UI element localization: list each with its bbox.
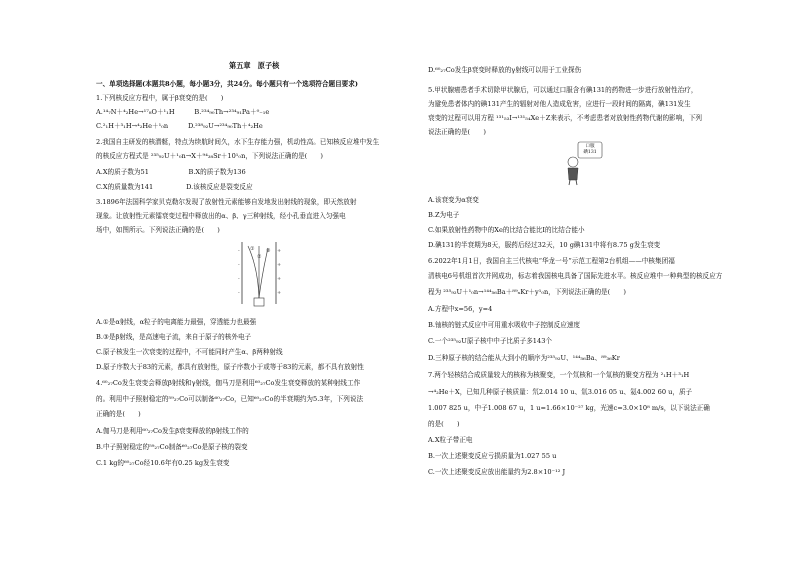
chapter-title: 第五章 原子核 — [229, 61, 280, 70]
question-3-option-a: A.①是α射线，α粒子的电离能力最强，穿透能力也最强 — [96, 318, 257, 326]
sign-text-1: 口服 — [585, 144, 595, 149]
question-6-stem-line-1: 6.2022年1月1日，我国自主三代核电“华龙一号”示范工程第2台机组——中核集团福 — [428, 257, 675, 265]
electric-field-figure — [236, 238, 282, 310]
svg-text:-: - — [238, 276, 240, 282]
question-7-stem-line-3: 1.007 825 u，中子1.008 67 u，1 u=1.66×10⁻²⁷ kg，光速c=3.0×10⁸ m/s，以下说法正确 — [428, 404, 710, 412]
question-3-option-b: B.③是β射线，是高速电子流，来自于原子的核外电子 — [96, 333, 252, 341]
question-6-option-a: A.方程中x=56，y=4 — [428, 305, 493, 313]
question-3-option-c: C.原子核发生一次衰变的过程中，不可能同时产生α、β两种射线 — [96, 348, 283, 356]
question-1-stem: 1.下列核反应方程中，属于β衰变的是( ) — [96, 94, 224, 102]
svg-text:-: - — [238, 262, 240, 268]
question-3-stem-line-2: 现象。让放射性元素镭衰变过程中释放出的α、β、γ三种射线，经小孔垂直进入匀强电 — [96, 212, 346, 220]
question-7-stem-line-4: 的是( ) — [428, 420, 460, 428]
question-2-options-ab: A.X的质子数为51 B.X的质子数为136 — [96, 168, 246, 176]
question-4-option-d: D.⁶⁰₂₇Co发生β衰变时释放的γ射线可以用于工业探伤 — [428, 66, 582, 74]
question-6-option-c: C.一个²³⁵₉₂U原子核中中子比质子多143个 — [428, 337, 552, 345]
question-6-option-b: B.铀核的链式反应中可用重水吸收中子控制反应速度 — [428, 321, 581, 329]
question-7-stem-line-1: 7.两个轻核结合成质量较大的核称为核聚变，一个氘核和一个氚核的聚变方程为 ²₁H＋³₁H — [428, 371, 690, 379]
question-5-option-a: A.该衰变为α衰变 — [428, 196, 479, 204]
question-5-option-b: B.Z为电子 — [428, 211, 460, 219]
question-4-option-c: C.1 kg的⁶⁰₂₇Co经10.6年有0.25 kg发生衰变 — [96, 459, 230, 467]
sign-text-2: 碘131 — [583, 149, 597, 155]
question-7-option-b: B.一次上述聚变反应亏损质量为1.027 55 u — [428, 452, 557, 460]
question-3-stem-line-1: 3.1896年法国科学家贝克勒尔发现了放射性元素能够自发地发出射线的现象，即天然放射 — [96, 198, 357, 206]
question-7-option-c: C.一次上述聚变反应放出能量约为2.8×10⁻¹² J — [428, 468, 566, 476]
question-1-options-ab: A.¹⁴₇N＋⁴₂He→¹⁷₈O＋¹₁H B.²³⁴₉₀Th→²³⁴₉₁Pa＋⁰₋₁e — [96, 108, 270, 116]
svg-text:+: + — [277, 276, 282, 282]
svg-text:-: - — [238, 248, 240, 254]
question-6-option-d: D.三种原子核的结合能从大到小的顺序为²³⁵₉₂U、¹⁴⁴₅₆Ba、⁸⁹₃₆Kr — [428, 354, 620, 362]
question-3-option-d: D.原子序数大于83的元素，都具有放射性，原子序数小于或等于83的元素，都不具有放射性 — [96, 363, 364, 371]
svg-text:③: ③ — [266, 248, 271, 254]
svg-text:②: ② — [257, 254, 262, 260]
svg-text:+: + — [277, 290, 282, 296]
question-5-option-d: D.碘131的半衰期为8天，服药后经过32天，10 g碘131中将有8.75 g发生衰变 — [428, 241, 661, 249]
question-4-stem-line-2: 的。利用中子照射稳定的⁵⁹₂₇Co可以制备⁶⁰₂₇Co，已知⁶⁰₂₇Co的半衰期约为5.3年，下列说法 — [96, 395, 364, 403]
question-1-options-cd: C.²₁H＋³₁H→⁴₂He＋¹₀n D.²³⁸₉₂U→²³⁴₉₀Th＋⁴₂He — [96, 122, 263, 130]
question-4-option-b: B.中子照射稳定的⁵⁹₂₇Co制备⁶⁰₂₇Co是原子核的裂变 — [96, 443, 248, 451]
patient-cartoon — [564, 140, 608, 186]
question-6-stem-line-2: 清核电6号机组首次并网成功，标志着我国核电具备了国际先进水平。核反应堆中一种典型的核反应方 — [428, 272, 723, 280]
question-5-stem-line-1: 5.甲状腺癌患者手术切除甲状腺后，可以通过口服含有碘131的药物进一步进行放射性治疗， — [428, 86, 698, 94]
radium-source — [254, 298, 264, 306]
question-5-stem-line-3: 衰变的过程可以用方程 ¹³¹₅₃I→¹³¹₅₄Xe＋Z来表示，不考虑患者对放射性药物代谢的影响，下列 — [428, 114, 703, 122]
question-6-stem-line-3: 程为 ²³⁵₉₂U＋¹₀n→¹⁴⁴₅₆Ba＋⁸⁹ₓKr＋y¹₀n，下列说法正确的是( ) — [428, 288, 626, 296]
question-5-option-c: C.如果放射性药物中的Xe的比结合能比I的比结合能小 — [428, 226, 585, 234]
question-2-stem-line-2: 的核反应方程式是 ²³⁵₉₂U＋¹₀n→X＋⁹⁴₃₈Sr＋10¹₀n，下列说法正确的是( ) — [96, 152, 323, 160]
question-4-stem-line-1: 4.⁶⁰₂₇Co发生衰变会释放β射线和γ射线，伽马刀是利用⁶⁰₂₇Co发生衰变释放的某种射线工作 — [96, 379, 361, 387]
svg-text:+: + — [277, 248, 282, 254]
question-5-stem-line-2: 为避免患者体内的碘131产生的辐射对他人造成危害，应进行一段时间的隔离，碘131发生 — [428, 100, 691, 108]
question-3-stem-line-3: 场中，如图所示。下列说法正确的是( ) — [96, 226, 220, 234]
svg-text:-: - — [238, 290, 240, 296]
question-5-stem-line-4: 说法正确的是( ) — [428, 128, 486, 136]
question-2-stem-line-1: 2.我国自主研发的核潜艇，特点为续航时间久，水下生存能力强，机动性高。已知核反应堆中发生 — [96, 138, 380, 146]
question-7-stem-line-2: →⁴₂He＋X，已知几种原子核质量：氘2.014 10 u、氚3.016 05 u、氦4.002 60 u，质子 — [428, 388, 693, 396]
question-2-options-cd: C.X的质量数为141 D.该核反应是裂变反应 — [96, 183, 253, 191]
svg-text:+: + — [277, 262, 282, 268]
question-4-option-a: A.伽马刀是利用⁶⁰₂₇Co发生β衰变释放的β射线工作的 — [96, 427, 249, 435]
question-4-stem-line-3: 正确的是( ) — [96, 410, 141, 418]
question-7-option-a: A.X粒子带正电 — [428, 436, 473, 444]
svg-text:①: ① — [250, 246, 255, 252]
section-heading: 一、单项选择题(本题共8小题，每小题3分，共24分。每小题只有一个选项符合题目要求) — [96, 80, 358, 88]
